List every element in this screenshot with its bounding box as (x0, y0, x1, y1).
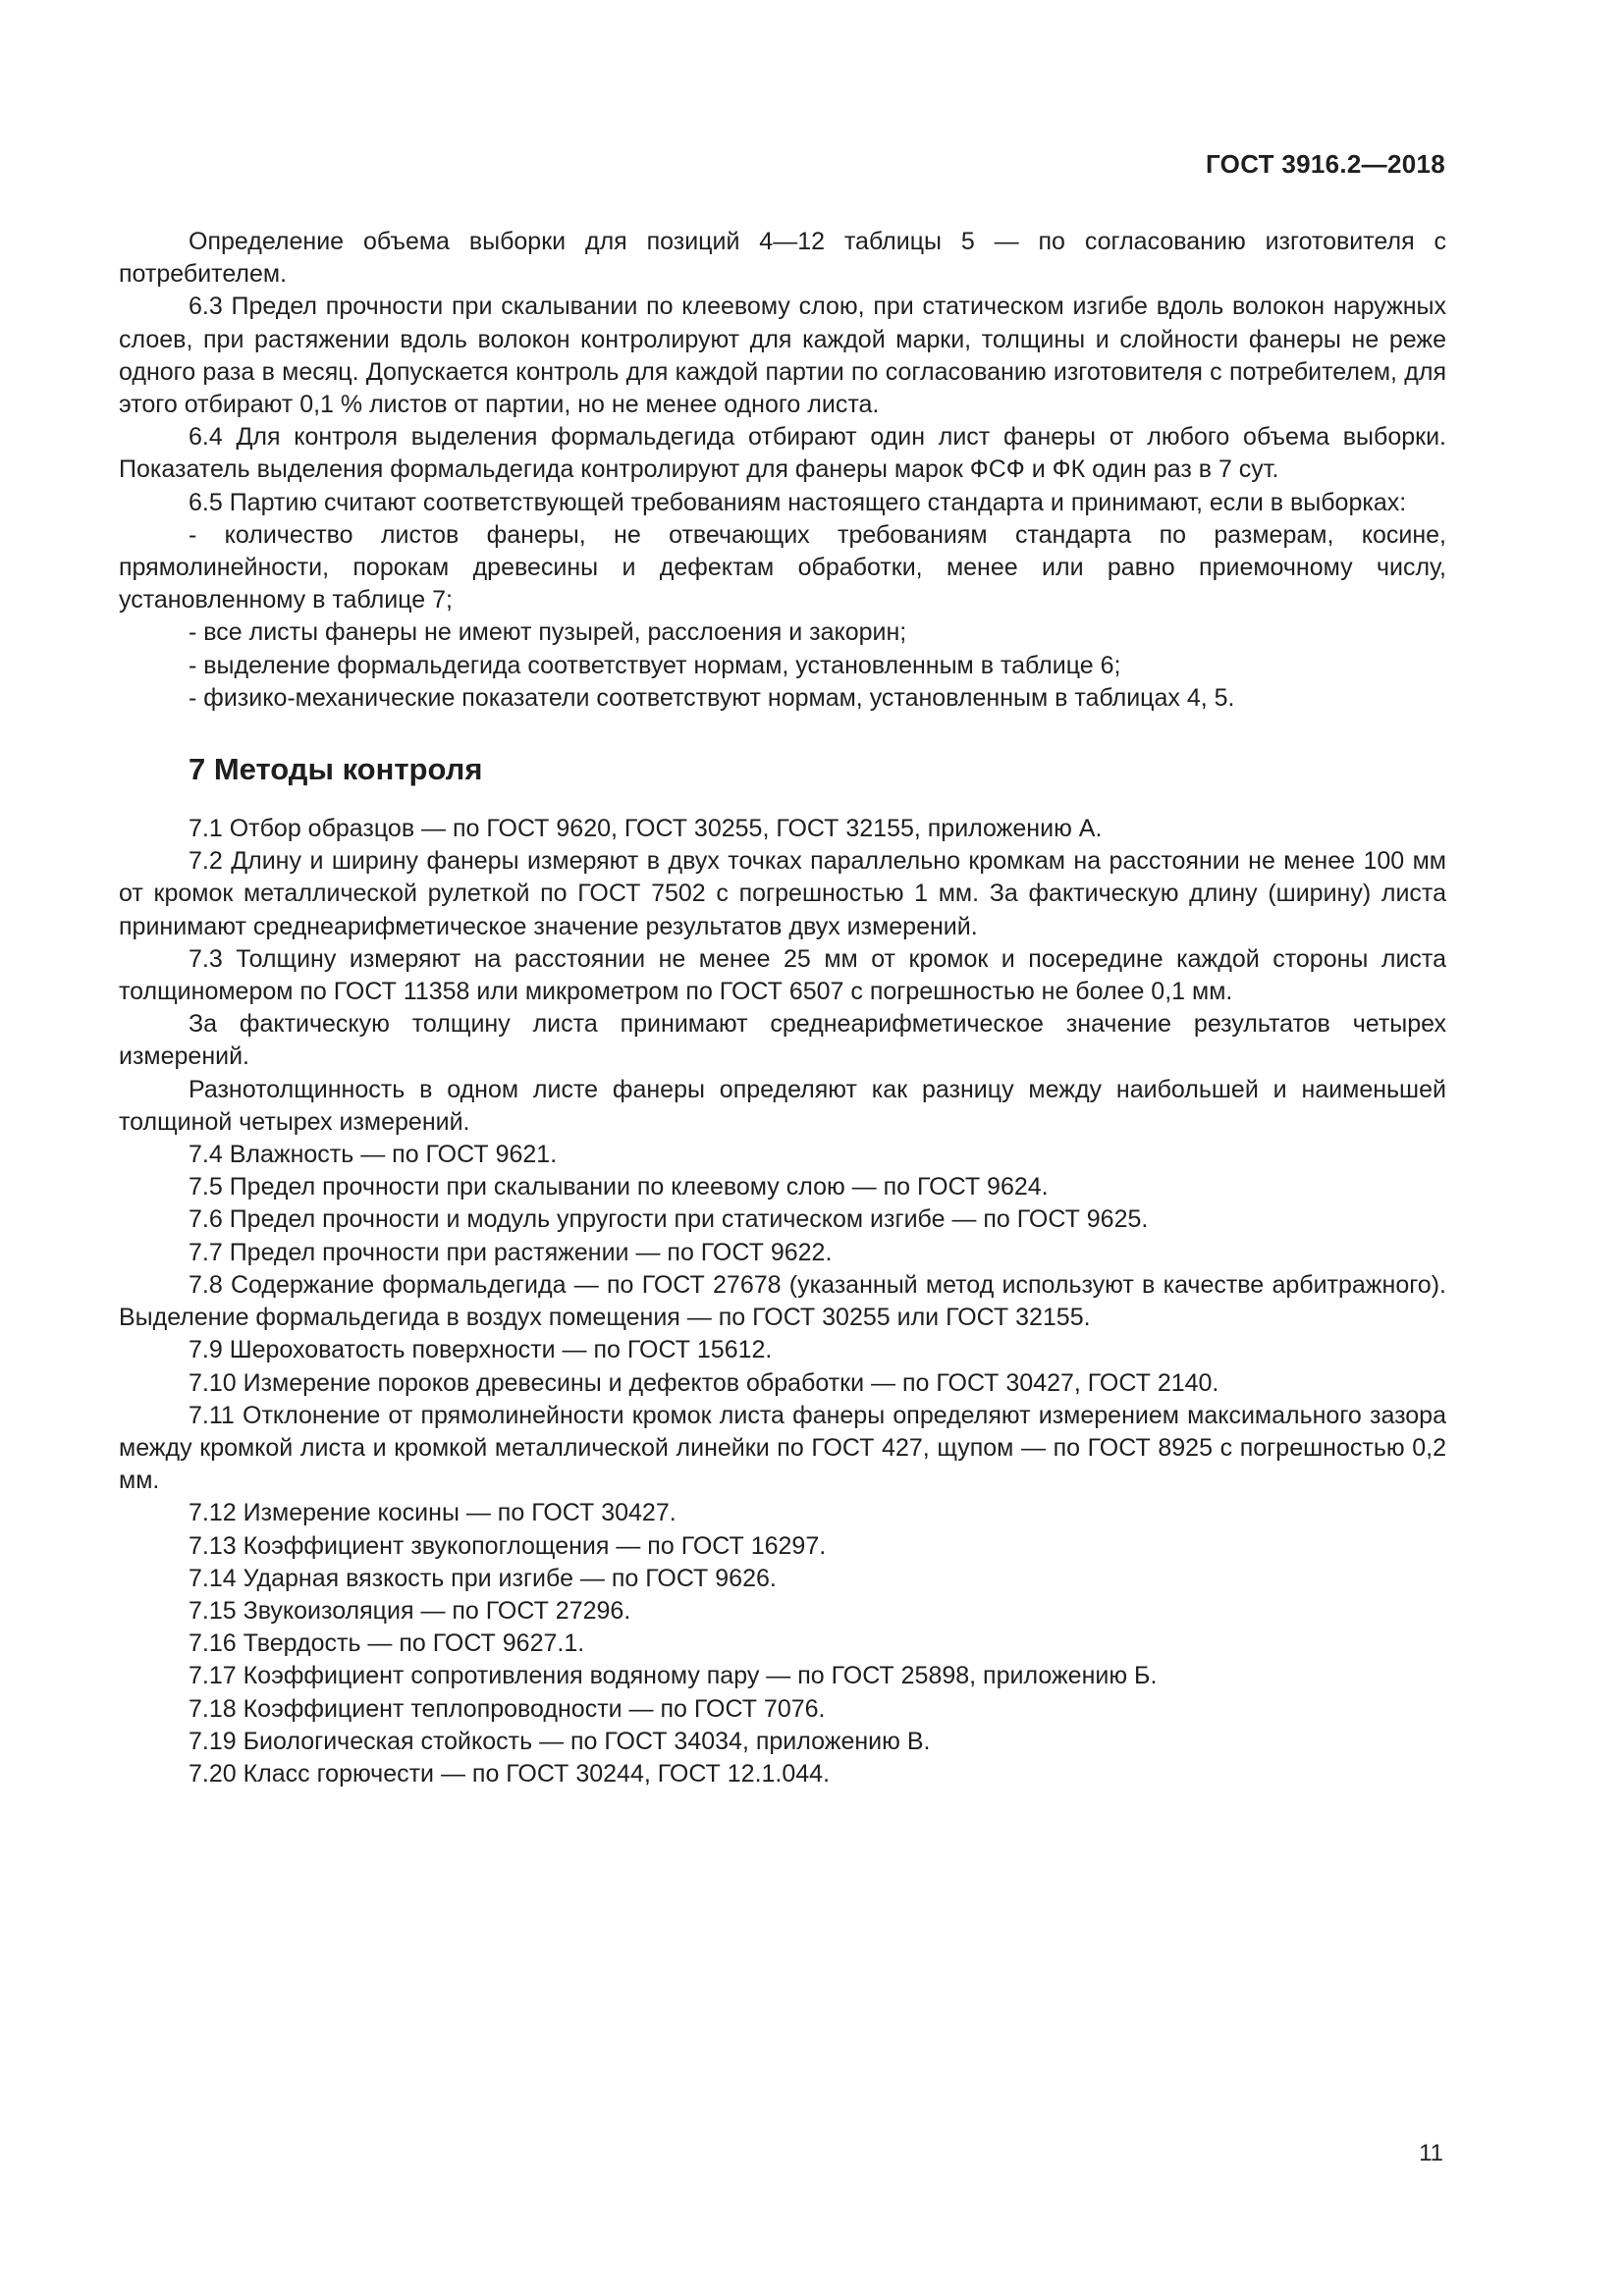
paragraph: 7.6 Предел прочности и модуль упругости при статическом изгибе — по ГОСТ 9625. (189, 1205, 1149, 1234)
list-item: - выделение формальдегида соответствует нормам, установленным в таблице 6; (189, 651, 1121, 679)
paragraph: Разнотолщинность в одном листе фанеры определяют как разницу между наибольшей и наименьшей толщиной четырех измерений. (119, 1075, 1446, 1136)
paragraph: 7.20 Класс горючести — по ГОСТ 30244, ГОСТ 12.1.044. (189, 1759, 831, 1788)
paragraph: Определение объема выборки для позиций 4—12 таблицы 5 — по согласованию изготовителя с потребителем. (119, 228, 1446, 289)
paragraph: 6.4 Для контроля выделения формальдегида отбирают один лист фанеры от любого объема выборки. Показатель выделения формальдегида контролируют для фанеры марок ФСФ и ФК один раз в 7 сут. (119, 423, 1446, 484)
document-body (119, 226, 1446, 1790)
list-item: - все листы фанеры не имеют пузырей, расслоения и закорин; (189, 618, 907, 647)
list-item: - физико-механические показатели соответствуют нормам, установленным в таблицах 4, 5. (189, 683, 1235, 712)
page-number: 11 (1419, 2140, 1443, 2166)
section-heading: 7 Методы контроля (189, 752, 483, 787)
paragraph: 7.19 Биологическая стойкость — по ГОСТ 34034, приложению В. (189, 1727, 931, 1755)
paragraph: 6.5 Партию считают соответствующей требованиям настоящего стандарта и принимают, если в выборках: (189, 488, 1407, 516)
paragraph: 6.3 Предел прочности при скалывании по клеевому слою, при статическом изгибе вдоль волокон наружных слоев, при растяжении вдоль волокон контролируют для каждой марки, толщины и слойности фанеры не реже одного раза в месяц. Допускается контроль для каждой партии по согласованию изготовителя с потребителем, для этого отбирают 0,1 % листов от партии, но не менее одного листа. (119, 293, 1446, 419)
paragraph: 7.15 Звукоизоляция — по ГОСТ 27296. (189, 1596, 631, 1625)
paragraph: 7.8 Содержание формальдегида — по ГОСТ 27678 (указанный метод используют в качестве арбитражного). Выделение формальдегида в воздух помещения — по ГОСТ 30255 или ГОСТ 32155. (119, 1270, 1446, 1332)
paragraph: 7.12 Измерение косины — по ГОСТ 30427. (189, 1499, 677, 1527)
paragraph: 7.1 Отбор образцов — по ГОСТ 9620, ГОСТ 30255, ГОСТ 32155, приложению А. (189, 815, 1103, 843)
paragraph: 7.16 Твердость — по ГОСТ 9627.1. (189, 1629, 585, 1658)
paragraph: 7.9 Шероховатость поверхности — по ГОСТ 15612. (189, 1336, 773, 1364)
paragraph: 7.2 Длину и ширину фанеры измеряют в двух точках параллельно кромкам на расстоянии не менее 100 мм от кромок металлической рулеткой по ГОСТ 7502 с погрешностью 1 мм. За фактическую длину (ширину) листа принимают среднеарифметическое значение результатов двух измерений. (119, 847, 1446, 940)
paragraph: За фактическую толщину листа принимают среднеарифметическое значение результатов четырех измерений. (119, 1010, 1446, 1071)
paragraph: 7.13 Коэффициент звукопоглощения — по ГОСТ 16297. (189, 1531, 827, 1560)
paragraph: 7.18 Коэффициент теплопроводности — по ГОСТ 7076. (189, 1694, 826, 1723)
paragraph: 7.4 Влажность — по ГОСТ 9621. (189, 1141, 558, 1169)
paragraph: 7.14 Ударная вязкость при изгибе — по ГОСТ 9626. (189, 1564, 777, 1592)
paragraph: 7.17 Коэффициент сопротивления водяному пару — по ГОСТ 25898, приложению Б. (189, 1662, 1158, 1690)
paragraph: 7.11 Отклонение от прямолинейности кромок листа фанеры определяют измерением максимального зазора между кромкой листа и кромкой металлической линейки по ГОСТ 427, щупом — по ГОСТ 8925 с погрешностью 0,2 мм. (119, 1401, 1446, 1495)
paragraph: 7.7 Предел прочности при растяжении — по ГОСТ 9622. (189, 1238, 833, 1266)
list-item: - количество листов фанеры, не отвечающих требованиям стандарта по размерам, косине, прямолинейности, порокам древесины и дефектам обработки, менее или равно приемочному числу, установленному в таблице 7; (119, 520, 1446, 614)
paragraph: 7.10 Измерение пороков древесины и дефектов обработки — по ГОСТ 30427, ГОСТ 2140. (189, 1368, 1219, 1397)
document-header: ГОСТ 3916.2—2018 (1205, 149, 1445, 179)
paragraph: 7.5 Предел прочности при скалывании по клеевому слою — по ГОСТ 9624. (189, 1173, 1049, 1201)
paragraph: 7.3 Толщину измеряют на расстоянии не менее 25 мм от кромок и посередине каждой стороны листа толщиномером по ГОСТ 11358 или микрометром по ГОСТ 6507 с погрешностью не более 0,1 мм. (119, 944, 1446, 1006)
